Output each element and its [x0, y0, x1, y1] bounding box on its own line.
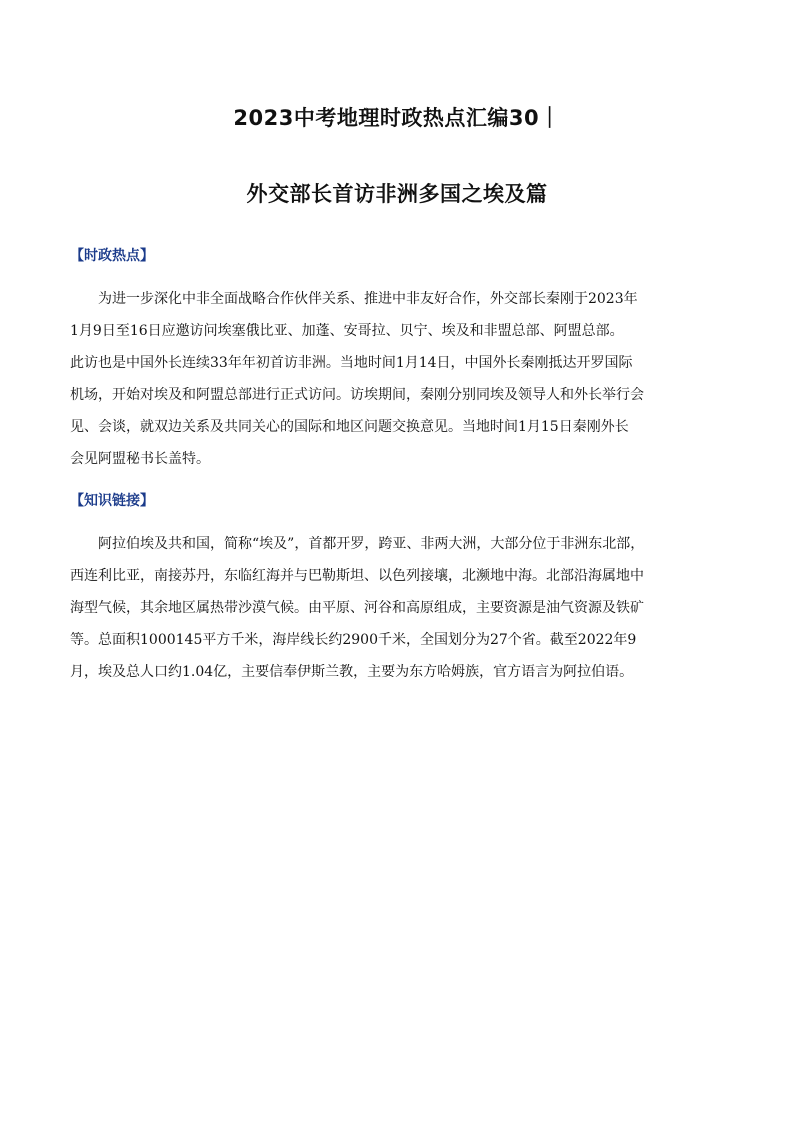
- paragraph-line: 阿拉伯埃及共和国，简称“埃及”，首都开罗，跨亚、非两大洲，大部分位于非洲东北部，: [98, 536, 645, 552]
- paragraph-line: 1月9日至16日应邀访问埃塞俄比亚、加蓬、安哥拉、贝宁、埃及和非盟总部、阿盟总部。: [70, 323, 624, 339]
- paragraph-current-affairs: [70, 283, 726, 475]
- paragraph-line: 会见阿盟秘书长盖特。: [70, 451, 210, 467]
- document-title-line-1: 2023中考地理时政热点汇编30｜: [233, 106, 561, 130]
- paragraph-line: 月，埃及总人口约1.04亿，主要信奉伊斯兰教，主要为东方哈姆族，官方语言为阿拉伯语。: [70, 664, 634, 680]
- paragraph-line: 机场，开始对埃及和阿盟总部进行正式访问。访埃期间，秦刚分别同埃及领导人和外长举行会: [70, 387, 644, 403]
- section-heading-current-affairs: 【时政热点】: [70, 248, 154, 264]
- paragraph-line: 海型气候，其余地区属热带沙漠气候。由平原、河谷和高原组成，主要资源是油气资源及铁矿: [70, 600, 644, 616]
- paragraph-line: 见、会谈，就双边关系及共同关心的国际和地区问题交换意见。当地时间1月15日秦刚外长: [70, 419, 629, 435]
- paragraph-line: 等。总面积1000145平方千米，海岸线长约2900千米，全国划分为27个省。截至2022年9: [70, 632, 637, 648]
- section-heading-knowledge-link: 【知识链接】: [70, 493, 154, 509]
- paragraph-knowledge-link: [70, 528, 726, 688]
- paragraph-line: 此访也是中国外长连续33年年初首访非洲。当地时间1月14日，中国外长秦刚抵达开罗国际: [70, 355, 633, 371]
- paragraph-line: 西连利比亚，南接苏丹，东临红海并与巴勒斯坦、以色列接壤，北濒地中海。北部沿海属地中: [70, 568, 644, 584]
- paragraph-line: 为进一步深化中非全面战略合作伙伴关系、推进中非友好合作，外交部长秦刚于2023年: [98, 291, 638, 307]
- document-title-line-2: 外交部长首访非洲多国之埃及篇: [246, 182, 548, 206]
